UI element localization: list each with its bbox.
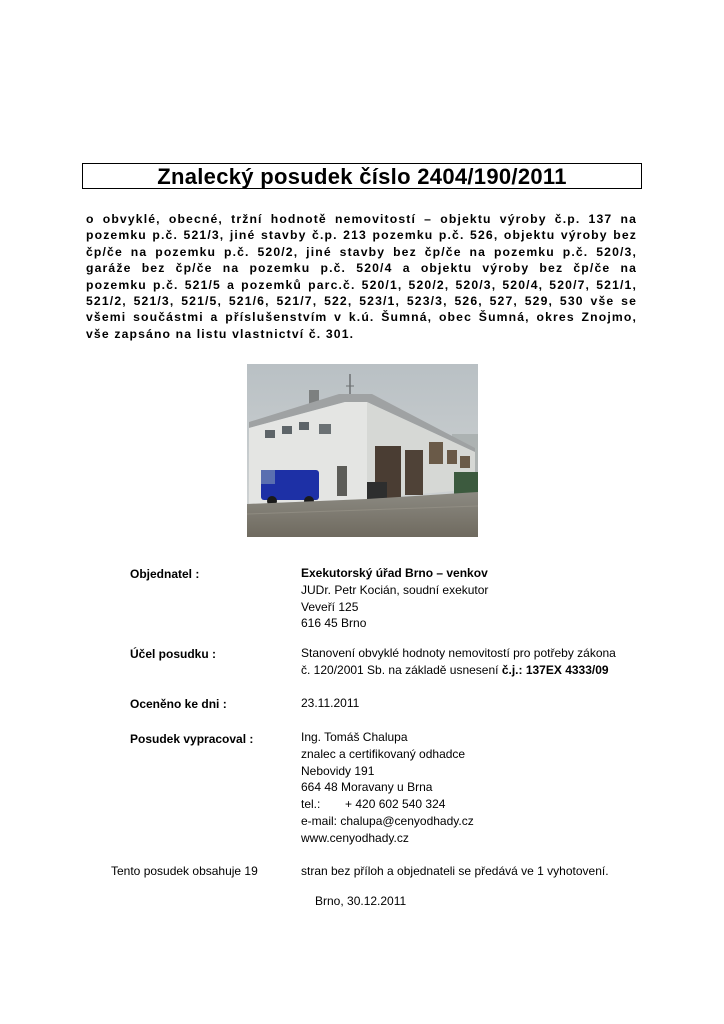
author-street: Nebovidy 191 [301, 763, 375, 778]
author-block [301, 729, 474, 847]
place-date: Brno, 30.12.2011 [315, 894, 407, 908]
client-label: Objednatel : [130, 567, 200, 581]
purpose-line-1: Stanovení obvyklé hodnoty nemovitostí pro potřeby zákona [301, 646, 616, 660]
intro-line: pozemku p.č. 521/3, jiné stavby č.p. 213 pozemku p.č. 526, objektu výroby bez [86, 228, 637, 243]
author-phone-row [301, 796, 474, 813]
document-title: Znalecký posudek číslo 2404/190/2011 [157, 164, 567, 189]
client-person: JUDr. Petr Kocián, soudní exekutor [301, 582, 489, 597]
intro-line: pozemku p.č. 521/5 a pozemků parc.č. 520/1, 520/2, 520/3, 520/4, 520/7, 521/1, [86, 277, 637, 292]
author-label: Posudek vypracoval : [130, 732, 254, 746]
pages-rest-text: stran bez příloh a objednateli se předává ve 1 vyhotovení. [301, 864, 609, 878]
building-photo [247, 364, 478, 537]
intro-line: čp/če na pozemku p.č. 520/2, jiné stavby bez čp/če na pozemku p.č. 520/3, [86, 244, 637, 259]
client-city: 616 45 Brno [301, 616, 367, 631]
author-city: 664 48 Moravany u Brna [301, 780, 433, 795]
purpose-block [301, 645, 616, 679]
purpose-line-2 [301, 662, 616, 679]
purpose-label: Účel posudku : [130, 647, 217, 661]
intro-line: 521/2, 521/3, 521/5, 521/6, 521/7, 522, 523/1, 523/3, 526, 527, 529, 530 vše se [86, 294, 637, 309]
purpose-reference: č.j.: 137EX 4333/09 [501, 662, 609, 677]
valuation-date-label: Oceněno ke dni : [130, 697, 227, 711]
author-email[interactable]: e-mail: chalupa@cenyodhady.cz [301, 813, 474, 828]
client-block [301, 565, 488, 632]
intro-line: všemi součástmi a příslušenstvím v k.ú. Šumná, obec Šumná, okres Znojmo, [86, 310, 637, 325]
client-street: Veveří 125 [301, 599, 359, 614]
author-phone: + 420 602 540 324 [345, 797, 446, 812]
pages-count-text: Tento posudek obsahuje 19 [111, 864, 258, 878]
intro-line: vše zapsáno na listu vlastnictví č. 301. [86, 326, 355, 341]
building-photo-drawing [247, 364, 478, 537]
intro-line: o obvyklé, obecné, tržní hodnotě nemovitostí – objektu výroby č.p. 137 na [86, 212, 637, 226]
author-name: Ing. Tomáš Chalupa [301, 730, 408, 744]
client-name: Exekutorský úřad Brno – venkov [301, 566, 488, 580]
intro-paragraph [86, 211, 637, 342]
phone-label: tel.: [301, 797, 321, 812]
author-website[interactable]: www.cenyodhady.cz [301, 830, 409, 845]
purpose-line-2-text: č. 120/2001 Sb. na základě usnesení [301, 662, 499, 677]
author-role: znalec a certifikovaný odhadce [301, 746, 466, 761]
intro-line: garáže bez čp/če na pozemku p.č. 520/4 a objektu výroby bez čp/če na [86, 261, 637, 276]
valuation-date: 23.11.2011 [301, 696, 360, 710]
title-box [82, 163, 642, 189]
